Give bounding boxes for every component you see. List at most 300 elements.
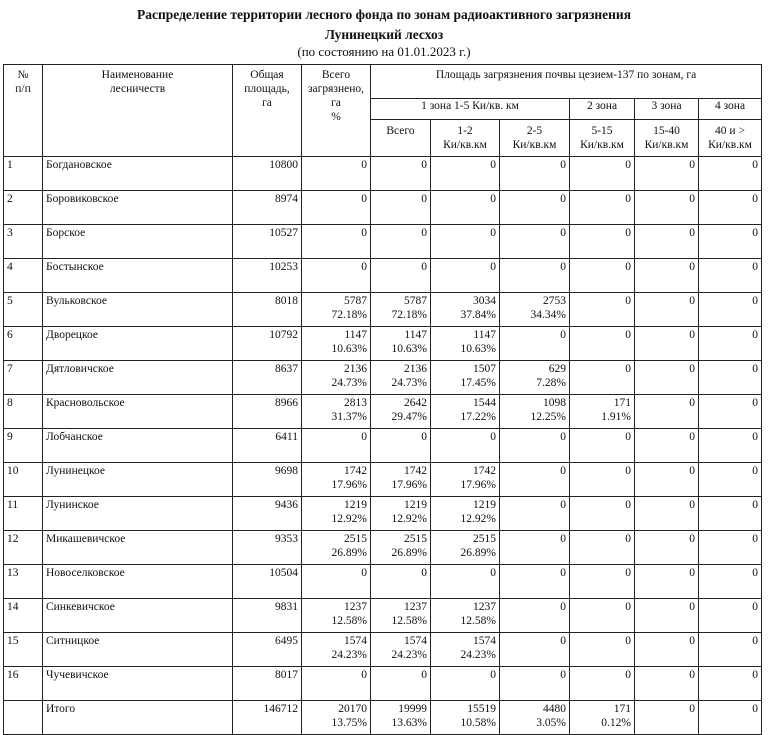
zone3-15-40-value: 0 bbox=[689, 397, 695, 409]
total-area-cell bbox=[233, 327, 302, 361]
table-row bbox=[4, 463, 762, 497]
forestry-name-cell bbox=[43, 361, 233, 395]
zone1-1-2-cell bbox=[431, 293, 500, 327]
row-number-cell bbox=[4, 599, 43, 633]
zone3-15-40-cell bbox=[635, 225, 699, 259]
zone1-total-percent: 13.63% bbox=[391, 717, 427, 729]
zone1-2-5-value: 2753 bbox=[543, 295, 566, 307]
total-contaminated-cell bbox=[302, 599, 371, 633]
zone1-total-percent: 72.18% bbox=[391, 309, 427, 321]
zone1-1-2-value: 0 bbox=[490, 261, 496, 273]
zone2-5-15-value: 0 bbox=[625, 601, 631, 613]
total-contaminated-percent: 72.18% bbox=[331, 309, 367, 321]
total-contaminated-cell bbox=[302, 429, 371, 463]
table-row bbox=[4, 157, 762, 191]
zone4-40-plus-cell bbox=[699, 701, 762, 735]
zone1-2-5-percent: 3.05% bbox=[536, 717, 566, 729]
total-area-cell bbox=[233, 701, 302, 735]
total-contaminated-value: 5787 bbox=[344, 295, 367, 307]
zone1-2-5-value: 4480 bbox=[543, 703, 566, 715]
zone1-total-value: 0 bbox=[421, 159, 427, 171]
header-area-line1: Общая bbox=[250, 69, 284, 81]
forestry-name-value: Лунинецкое bbox=[46, 465, 105, 477]
header-zone1-total: Всего bbox=[371, 120, 431, 157]
total-contaminated-percent: 13.75% bbox=[331, 717, 367, 729]
forestry-name-value: Вульковское bbox=[46, 295, 107, 307]
forestry-name-value: Ситницкое bbox=[46, 635, 100, 647]
total-contaminated-value: 1574 bbox=[344, 635, 367, 647]
zone1-1-2-cell bbox=[431, 565, 500, 599]
row-number-cell bbox=[4, 429, 43, 463]
total-contaminated-value: 0 bbox=[361, 261, 367, 273]
zone1-2-5-value: 629 bbox=[548, 363, 566, 375]
forestry-name-cell bbox=[43, 633, 233, 667]
total-area-value: 8966 bbox=[275, 397, 298, 409]
zone1-1-2-value: 1147 bbox=[473, 329, 496, 341]
zone4-40-plus-cell bbox=[699, 225, 762, 259]
total-contaminated-cell bbox=[302, 259, 371, 293]
zone3-15-40-value: 0 bbox=[689, 261, 695, 273]
forestry-name-cell bbox=[43, 191, 233, 225]
zone4-40-plus-value: 0 bbox=[752, 159, 758, 171]
forestry-name-cell bbox=[43, 667, 233, 701]
total-contaminated-cell bbox=[302, 531, 371, 565]
zone1-2-5-value: 0 bbox=[560, 329, 566, 341]
zone4-40-plus-cell bbox=[699, 259, 762, 293]
zone1-total-cell bbox=[371, 293, 431, 327]
forestry-name-value: Дворецкое bbox=[46, 329, 98, 341]
row-number-cell bbox=[4, 327, 43, 361]
total-area-cell bbox=[233, 429, 302, 463]
zone3-15-40-cell bbox=[635, 259, 699, 293]
row-number-value: 12 bbox=[7, 533, 19, 545]
zone2-5-15-cell bbox=[570, 293, 635, 327]
total-area-value: 10253 bbox=[269, 261, 298, 273]
total-area-cell bbox=[233, 565, 302, 599]
zone4-40-plus-cell bbox=[699, 327, 762, 361]
total-area-cell bbox=[233, 463, 302, 497]
zone1-total-cell bbox=[371, 565, 431, 599]
zone1-2-5-percent: 12.25% bbox=[530, 411, 566, 423]
total-area-cell bbox=[233, 225, 302, 259]
forestry-name-cell bbox=[43, 293, 233, 327]
zone2-5-15-cell bbox=[570, 633, 635, 667]
forestry-name-cell bbox=[43, 157, 233, 191]
zone1-1-2-value: 2515 bbox=[473, 533, 496, 545]
header-total-contaminated bbox=[302, 65, 371, 157]
total-area-value: 8974 bbox=[275, 193, 298, 205]
row-number-value: 15 bbox=[7, 635, 19, 647]
total-area-value: 8637 bbox=[275, 363, 298, 375]
total-contaminated-value: 0 bbox=[361, 669, 367, 681]
contamination-table bbox=[3, 64, 762, 735]
total-contaminated-value: 2136 bbox=[344, 363, 367, 375]
zone4-40-plus-value: 0 bbox=[752, 295, 758, 307]
zone4-40-plus-value: 0 bbox=[752, 329, 758, 341]
zone1-total-value: 0 bbox=[421, 261, 427, 273]
forestry-name-value: Борское bbox=[46, 227, 86, 239]
zone4-40-plus-value: 0 bbox=[752, 363, 758, 375]
header-name-line2: лесничеств bbox=[109, 83, 166, 95]
total-area-value: 6411 bbox=[275, 431, 298, 443]
total-contaminated-value: 1219 bbox=[344, 499, 367, 511]
zone2-5-15-value: 0 bbox=[625, 533, 631, 545]
zone2-5-15-cell bbox=[570, 157, 635, 191]
table-body bbox=[4, 157, 762, 735]
header-zone3-range bbox=[635, 120, 699, 157]
zone4-40-plus-cell bbox=[699, 531, 762, 565]
zone1-total-cell bbox=[371, 701, 431, 735]
row-number-value: 14 bbox=[7, 601, 19, 613]
total-contaminated-value: 0 bbox=[361, 193, 367, 205]
row-number-cell bbox=[4, 701, 43, 735]
header-number-line2: п/п bbox=[15, 83, 31, 95]
row-number-cell bbox=[4, 361, 43, 395]
zone1-total-cell bbox=[371, 633, 431, 667]
total-area-value: 8018 bbox=[275, 295, 298, 307]
forestry-name-cell bbox=[43, 463, 233, 497]
zone1-total-value: 2642 bbox=[404, 397, 427, 409]
row-number-cell bbox=[4, 293, 43, 327]
zone1-2-5-value: 0 bbox=[560, 193, 566, 205]
zone3-15-40-value: 0 bbox=[689, 227, 695, 239]
header-z2-line1: 5-15 bbox=[591, 125, 613, 137]
total-contaminated-percent: 31.37% bbox=[331, 411, 367, 423]
zone1-2-5-value: 0 bbox=[560, 499, 566, 511]
zone3-15-40-cell bbox=[635, 531, 699, 565]
table-row bbox=[4, 497, 762, 531]
zone3-15-40-value: 0 bbox=[689, 329, 695, 341]
zone1-2-5-cell bbox=[500, 633, 570, 667]
row-number-value: 6 bbox=[7, 329, 13, 341]
zone2-5-15-cell bbox=[570, 327, 635, 361]
zone2-5-15-value: 0 bbox=[625, 499, 631, 511]
zone1-1-2-cell bbox=[431, 259, 500, 293]
zone1-1-2-value: 0 bbox=[490, 567, 496, 579]
total-contaminated-cell bbox=[302, 395, 371, 429]
zone1-total-cell bbox=[371, 191, 431, 225]
zone2-5-15-value: 0 bbox=[625, 669, 631, 681]
zone1-1-2-value: 1544 bbox=[473, 397, 496, 409]
header-zone4-range bbox=[699, 120, 762, 157]
row-number-cell bbox=[4, 157, 43, 191]
zone3-15-40-value: 0 bbox=[689, 669, 695, 681]
header-z1b-line2: Ки/кв.км bbox=[512, 139, 557, 151]
row-number-value: 16 bbox=[7, 669, 19, 681]
total-area-value: 8017 bbox=[275, 669, 298, 681]
forestry-name-value: Синкевичское bbox=[46, 601, 115, 613]
zone1-1-2-value: 0 bbox=[490, 193, 496, 205]
zone1-2-5-cell bbox=[500, 599, 570, 633]
zone1-total-value: 1574 bbox=[404, 635, 427, 647]
zone4-40-plus-cell bbox=[699, 293, 762, 327]
zone1-1-2-cell bbox=[431, 361, 500, 395]
table-row bbox=[4, 599, 762, 633]
zone1-total-value: 0 bbox=[421, 193, 427, 205]
header-area-line2: площадь, bbox=[244, 83, 290, 95]
zone2-5-15-value: 0 bbox=[625, 227, 631, 239]
zone1-1-2-value: 0 bbox=[490, 159, 496, 171]
zone1-1-2-value: 1742 bbox=[473, 465, 496, 477]
total-contaminated-percent: 24.23% bbox=[331, 649, 367, 661]
total-area-value: 146712 bbox=[263, 703, 298, 715]
forestry-name-cell bbox=[43, 565, 233, 599]
row-number-value: 1 bbox=[7, 159, 13, 171]
table-row bbox=[4, 327, 762, 361]
zone4-40-plus-cell bbox=[699, 191, 762, 225]
zone3-15-40-cell bbox=[635, 327, 699, 361]
zone2-5-15-value: 0 bbox=[625, 329, 631, 341]
total-contaminated-value: 20170 bbox=[338, 703, 367, 715]
zone3-15-40-cell bbox=[635, 429, 699, 463]
total-area-cell bbox=[233, 667, 302, 701]
zone1-total-cell bbox=[371, 395, 431, 429]
zone1-total-percent: 17.96% bbox=[391, 479, 427, 491]
zone3-15-40-value: 0 bbox=[689, 703, 695, 715]
header-zone4: 4 зона bbox=[699, 99, 762, 120]
zone1-total-cell bbox=[371, 259, 431, 293]
forestry-name-cell bbox=[43, 395, 233, 429]
total-area-value: 10792 bbox=[269, 329, 298, 341]
total-area-cell bbox=[233, 497, 302, 531]
zone1-2-5-value: 0 bbox=[560, 227, 566, 239]
total-contaminated-cell bbox=[302, 633, 371, 667]
zone2-5-15-cell bbox=[570, 191, 635, 225]
forestry-name-cell bbox=[43, 497, 233, 531]
zone1-1-2-percent: 17.22% bbox=[460, 411, 496, 423]
header-forestry-name bbox=[43, 65, 233, 157]
total-area-value: 9353 bbox=[275, 533, 298, 545]
zone4-40-plus-cell bbox=[699, 429, 762, 463]
row-number-cell bbox=[4, 191, 43, 225]
forestry-name-value: Красновольское bbox=[46, 397, 125, 409]
zone3-15-40-cell bbox=[635, 361, 699, 395]
zone1-1-2-percent: 17.96% bbox=[460, 479, 496, 491]
header-z3-line1: 15-40 bbox=[653, 125, 680, 137]
row-number-value: 5 bbox=[7, 295, 13, 307]
row-number-cell bbox=[4, 463, 43, 497]
total-area-cell bbox=[233, 293, 302, 327]
zone1-2-5-value: 0 bbox=[560, 669, 566, 681]
header-name-line1: Наименование bbox=[101, 69, 174, 81]
zone2-5-15-value: 0 bbox=[625, 465, 631, 477]
zone1-total-value: 2515 bbox=[404, 533, 427, 545]
zone4-40-plus-cell bbox=[699, 633, 762, 667]
forestry-name-cell bbox=[43, 225, 233, 259]
row-number-cell bbox=[4, 259, 43, 293]
forestry-name-value: Чучевичское bbox=[46, 669, 109, 681]
total-area-cell bbox=[233, 191, 302, 225]
zone1-1-2-value: 3034 bbox=[473, 295, 496, 307]
zone4-40-plus-value: 0 bbox=[752, 397, 758, 409]
zone1-2-5-cell bbox=[500, 225, 570, 259]
total-contaminated-percent: 10.63% bbox=[331, 343, 367, 355]
total-area-cell bbox=[233, 599, 302, 633]
zone1-total-cell bbox=[371, 497, 431, 531]
zone1-1-2-cell bbox=[431, 225, 500, 259]
total-contaminated-cell bbox=[302, 497, 371, 531]
header-area-line3: га bbox=[262, 97, 272, 109]
zone1-1-2-percent: 10.63% bbox=[460, 343, 496, 355]
zone2-5-15-cell bbox=[570, 701, 635, 735]
zone1-2-5-percent: 7.28% bbox=[536, 377, 566, 389]
header-contam-line2: загрязнено, bbox=[308, 83, 364, 95]
zone2-5-15-cell bbox=[570, 599, 635, 633]
total-contaminated-cell bbox=[302, 191, 371, 225]
zone2-5-15-cell bbox=[570, 259, 635, 293]
zone1-1-2-value: 0 bbox=[490, 227, 496, 239]
zone1-1-2-cell bbox=[431, 701, 500, 735]
zone3-15-40-value: 0 bbox=[689, 499, 695, 511]
zone3-15-40-cell bbox=[635, 395, 699, 429]
row-number-value: 4 bbox=[7, 261, 13, 273]
zone2-5-15-cell bbox=[570, 463, 635, 497]
zone1-1-2-cell bbox=[431, 395, 500, 429]
total-contaminated-cell bbox=[302, 293, 371, 327]
zone1-1-2-value: 0 bbox=[490, 431, 496, 443]
total-area-value: 10527 bbox=[269, 227, 298, 239]
zone4-40-plus-value: 0 bbox=[752, 601, 758, 613]
zone3-15-40-value: 0 bbox=[689, 159, 695, 171]
zone1-1-2-cell bbox=[431, 463, 500, 497]
table-row bbox=[4, 293, 762, 327]
total-area-value: 9698 bbox=[275, 465, 298, 477]
total-contaminated-cell bbox=[302, 361, 371, 395]
zone1-1-2-cell bbox=[431, 157, 500, 191]
zone1-2-5-value: 0 bbox=[560, 533, 566, 545]
zone3-15-40-value: 0 bbox=[689, 295, 695, 307]
total-area-cell bbox=[233, 633, 302, 667]
forestry-name-cell bbox=[43, 531, 233, 565]
zone4-40-plus-cell bbox=[699, 667, 762, 701]
row-number-value: 9 bbox=[7, 431, 13, 443]
row-number-value: 2 bbox=[7, 193, 13, 205]
zone1-2-5-cell bbox=[500, 565, 570, 599]
header-zones-title: Площадь загрязнения почвы цезием-137 по зонам, га bbox=[371, 65, 762, 99]
total-area-value: 9831 bbox=[275, 601, 298, 613]
zone1-total-percent: 10.63% bbox=[391, 343, 427, 355]
zone2-5-15-value: 0 bbox=[625, 193, 631, 205]
zone1-1-2-cell bbox=[431, 599, 500, 633]
zone1-2-5-cell bbox=[500, 259, 570, 293]
zone1-total-value: 0 bbox=[421, 567, 427, 579]
forestry-name-value: Бостынское bbox=[46, 261, 104, 273]
zone1-total-value: 0 bbox=[421, 669, 427, 681]
zone1-2-5-cell bbox=[500, 293, 570, 327]
zone2-5-15-cell bbox=[570, 565, 635, 599]
zone3-15-40-value: 0 bbox=[689, 363, 695, 375]
zone3-15-40-value: 0 bbox=[689, 193, 695, 205]
zone4-40-plus-value: 0 bbox=[752, 669, 758, 681]
table-row bbox=[4, 667, 762, 701]
zone2-5-15-cell bbox=[570, 395, 635, 429]
zone4-40-plus-value: 0 bbox=[752, 703, 758, 715]
table-row bbox=[4, 633, 762, 667]
zone4-40-plus-cell bbox=[699, 497, 762, 531]
row-number-value: 3 bbox=[7, 227, 13, 239]
zone1-total-percent: 24.23% bbox=[391, 649, 427, 661]
forestry-name-value: Лунинское bbox=[46, 499, 99, 511]
header-contam-line3: га bbox=[331, 97, 341, 109]
zone1-total-cell bbox=[371, 667, 431, 701]
zone2-5-15-value: 171 bbox=[613, 703, 631, 715]
total-area-cell bbox=[233, 395, 302, 429]
header-z4-line1: 40 и > bbox=[715, 125, 745, 137]
zone1-1-2-value: 1574 bbox=[473, 635, 496, 647]
zone1-1-2-cell bbox=[431, 327, 500, 361]
total-contaminated-percent: 12.92% bbox=[331, 513, 367, 525]
total-area-cell bbox=[233, 531, 302, 565]
row-number-cell bbox=[4, 531, 43, 565]
zone2-5-15-cell bbox=[570, 225, 635, 259]
zone1-total-percent: 12.58% bbox=[391, 615, 427, 627]
forestry-name-value: Богдановское bbox=[46, 159, 112, 171]
zone1-2-5-cell bbox=[500, 395, 570, 429]
zone1-total-cell bbox=[371, 599, 431, 633]
zone2-5-15-value: 171 bbox=[613, 397, 631, 409]
table-row bbox=[4, 565, 762, 599]
zone3-15-40-value: 0 bbox=[689, 465, 695, 477]
header-z4-line2: Ки/кв.км bbox=[708, 139, 752, 151]
row-number-value: 10 bbox=[7, 465, 19, 477]
total-contaminated-value: 0 bbox=[361, 431, 367, 443]
zone1-2-5-value: 1098 bbox=[543, 397, 566, 409]
header-zone1: 1 зона 1-5 Ки/кв. км bbox=[371, 99, 570, 120]
zone3-15-40-cell bbox=[635, 667, 699, 701]
zone2-5-15-cell bbox=[570, 497, 635, 531]
zone3-15-40-value: 0 bbox=[689, 601, 695, 613]
document-title: Распределение территории лесного фонда по зонам радиоактивного загрязнения bbox=[136, 7, 631, 22]
zone1-1-2-value: 1219 bbox=[473, 499, 496, 511]
total-contaminated-cell bbox=[302, 225, 371, 259]
total-contaminated-value: 2813 bbox=[344, 397, 367, 409]
total-contaminated-value: 1742 bbox=[344, 465, 367, 477]
forestry-name-value: Боровиковское bbox=[46, 193, 119, 205]
zone1-total-cell bbox=[371, 157, 431, 191]
zone1-1-2-percent: 12.58% bbox=[460, 615, 496, 627]
header-zone1-1-2 bbox=[431, 120, 500, 157]
zone1-total-value: 0 bbox=[421, 227, 427, 239]
zone2-5-15-cell bbox=[570, 531, 635, 565]
table-row bbox=[4, 395, 762, 429]
zone1-total-value: 19999 bbox=[398, 703, 427, 715]
zone1-1-2-cell bbox=[431, 497, 500, 531]
zone1-1-2-value: 15519 bbox=[467, 703, 496, 715]
zone1-2-5-value: 0 bbox=[560, 601, 566, 613]
zone1-2-5-value: 0 bbox=[560, 159, 566, 171]
zone3-15-40-cell bbox=[635, 701, 699, 735]
zone1-1-2-percent: 24.23% bbox=[460, 649, 496, 661]
zone1-total-percent: 26.89% bbox=[391, 547, 427, 559]
zone1-1-2-value: 1507 bbox=[473, 363, 496, 375]
zone3-15-40-cell bbox=[635, 293, 699, 327]
zone1-total-cell bbox=[371, 463, 431, 497]
row-number-cell bbox=[4, 565, 43, 599]
zone1-1-2-percent: 10.58% bbox=[460, 717, 496, 729]
row-number-cell bbox=[4, 225, 43, 259]
zone1-1-2-percent: 12.92% bbox=[460, 513, 496, 525]
zone2-5-15-percent: 0.12% bbox=[601, 717, 631, 729]
zone2-5-15-cell bbox=[570, 361, 635, 395]
zone4-40-plus-value: 0 bbox=[752, 499, 758, 511]
zone4-40-plus-cell bbox=[699, 157, 762, 191]
zone1-1-2-value: 0 bbox=[490, 669, 496, 681]
zone4-40-plus-cell bbox=[699, 565, 762, 599]
zone1-total-percent: 24.73% bbox=[391, 377, 427, 389]
zone4-40-plus-cell bbox=[699, 361, 762, 395]
total-area-cell bbox=[233, 361, 302, 395]
zone1-total-cell bbox=[371, 429, 431, 463]
